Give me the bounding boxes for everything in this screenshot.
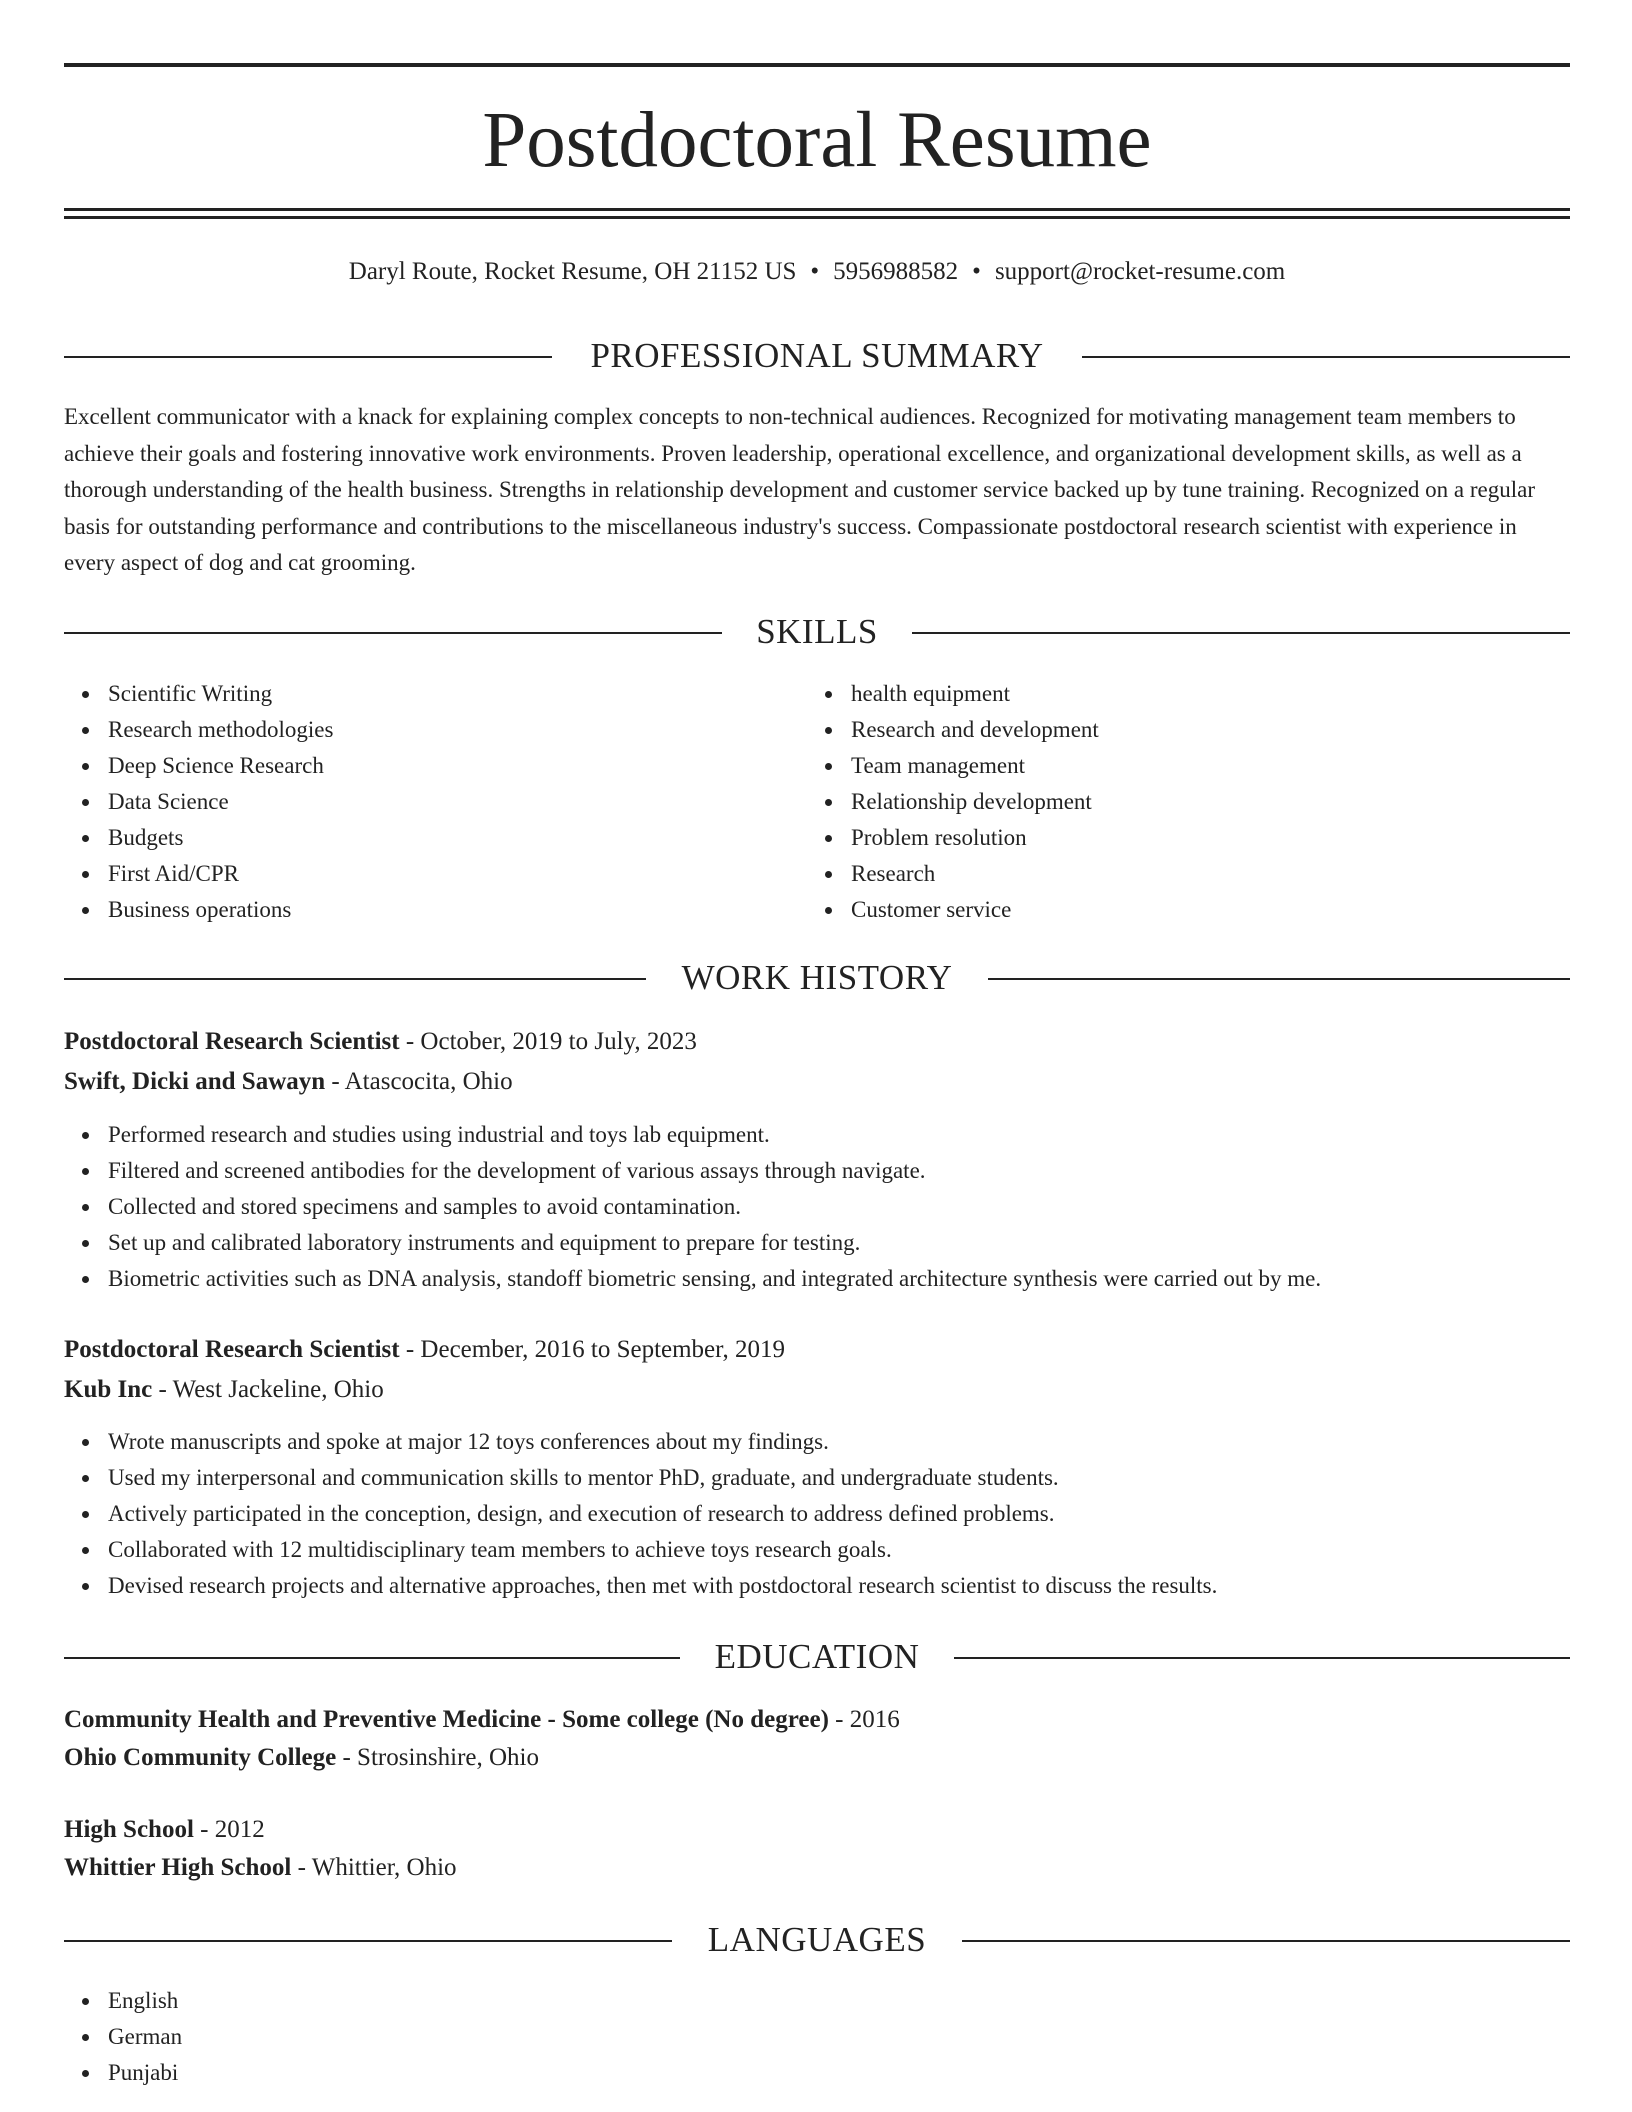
section-title: LANGUAGES — [707, 1920, 927, 1959]
skill-item: Business operations — [108, 892, 808, 928]
skill-item: Data Science — [108, 784, 808, 820]
job-company-line — [64, 1372, 1570, 1408]
education-school: Ohio Community College — [64, 1744, 337, 1771]
skill-item: Budgets — [108, 820, 808, 856]
skill-item: First Aid/CPR — [108, 856, 808, 892]
job-bullets — [64, 1424, 1614, 1604]
heading-rule-right — [1082, 356, 1570, 358]
language-item: Punjabi — [108, 2055, 808, 2091]
job-bullet: Collaborated with 12 multidisciplinary team members to achieve toys research goals. — [108, 1532, 1614, 1568]
job-bullet: Wrote manuscripts and spoke at major 12 toys conferences about my findings. — [108, 1424, 1614, 1460]
education-year: - 2012 — [193, 1816, 265, 1843]
job-bullet: Performed research and studies using industrial and toys lab equipment. — [108, 1117, 1614, 1153]
education-degree: Community Health and Preventive Medicine - Some college (No degree) — [64, 1706, 829, 1733]
education-degree-line — [64, 1702, 1570, 1738]
header-top-rule — [64, 63, 1570, 67]
skill-item: Team management — [851, 748, 1551, 784]
summary-text: Excellent communicator with a knack for explaining complex concepts to non-technical audiences. Recognized for motivating management team members to achieve their goals and fostering innovative work environments. Proven leadership, operational excellence, and organizational development skills, as well as a thorough understanding of the health business. Strengths in relationship development and customer service backed up by tune training. Recognized on a regular basis for outstanding performance and contributions to the miscellaneous industry's success. Compassionate postdoctoral research scientist with experience in every aspect of dog and cat grooming. — [64, 404, 1535, 576]
heading-rule-right — [912, 632, 1570, 634]
job-bullet: Biometric activities such as DNA analysis, standoff biometric sensing, and integrated architecture synthesis were carried out by me. — [108, 1261, 1614, 1297]
section-heading-education — [64, 1635, 1570, 1679]
skill-item: Research and development — [851, 712, 1551, 748]
job-bullet: Actively participated in the conception, design, and execution of research to address defined problems. — [108, 1496, 1614, 1532]
job-dates: - December, 2016 to September, 2019 — [399, 1336, 785, 1363]
job-company: Swift, Dicki and Sawayn — [64, 1068, 326, 1095]
job-title-line — [64, 1332, 1570, 1368]
skill-item: Research — [851, 856, 1551, 892]
education-year: - 2016 — [828, 1706, 900, 1733]
skills-list-left — [64, 676, 808, 928]
heading-rule-right — [962, 1940, 1570, 1942]
skill-item: Customer service — [851, 892, 1551, 928]
section-title: PROFESSIONAL SUMMARY — [590, 336, 1044, 375]
job-company: Kub Inc — [64, 1376, 153, 1403]
skill-item: Deep Science Research — [108, 748, 808, 784]
job-company-line — [64, 1064, 1570, 1100]
section-heading-work-history — [64, 956, 1570, 1000]
contact-email: support@rocket-resume.com — [994, 258, 1286, 285]
section-title: EDUCATION — [714, 1637, 920, 1676]
section-heading-skills — [64, 610, 1570, 654]
job-bullet: Set up and calibrated laboratory instruments and equipment to prepare for testing. — [108, 1225, 1614, 1261]
section-title: SKILLS — [756, 612, 878, 651]
section-heading-languages — [64, 1918, 1570, 1962]
job-bullet: Filtered and screened antibodies for the development of various assays through navigate. — [108, 1153, 1614, 1189]
skill-item: Scientific Writing — [108, 676, 808, 712]
skill-item: Relationship development — [851, 784, 1551, 820]
education-location: - Whittier, Ohio — [291, 1854, 457, 1881]
skill-item: Problem resolution — [851, 820, 1551, 856]
education-degree: High School — [64, 1816, 194, 1843]
language-item: English — [108, 1983, 808, 2019]
contact-phone: 5956988582 — [833, 258, 959, 285]
section-heading-summary — [64, 334, 1570, 378]
job-location: - Atascocita, Ohio — [325, 1068, 513, 1095]
language-item: German — [108, 2019, 808, 2055]
contact-address: Daryl Route, Rocket Resume, OH 21152 US — [348, 258, 797, 285]
section-title: WORK HISTORY — [681, 958, 953, 997]
job-bullet: Used my interpersonal and communication skills to mentor PhD, graduate, and undergraduate students. — [108, 1460, 1614, 1496]
job-bullets — [64, 1117, 1614, 1297]
job-bullet: Collected and stored specimens and samples to avoid contamination. — [108, 1189, 1614, 1225]
resume-title: Postdoctoral Resume — [482, 97, 1152, 184]
heading-rule-right — [954, 1657, 1570, 1659]
job-title: Postdoctoral Research Scientist — [64, 1336, 400, 1363]
skills-list-right — [807, 676, 1551, 928]
header-double-rule-upper — [64, 208, 1570, 211]
job-title: Postdoctoral Research Scientist — [64, 1028, 400, 1055]
education-school-line — [64, 1850, 1570, 1886]
heading-rule-right — [988, 978, 1570, 980]
header-double-rule-lower — [64, 216, 1570, 219]
education-school: Whittier High School — [64, 1854, 292, 1881]
skill-item: health equipment — [851, 676, 1551, 712]
education-school-line — [64, 1740, 1570, 1776]
contact-line — [64, 254, 1570, 290]
job-location: - West Jackeline, Ohio — [152, 1376, 384, 1403]
skill-item: Research methodologies — [108, 712, 808, 748]
contact-separator: • — [810, 258, 820, 285]
job-bullet: Devised research projects and alternative approaches, then met with postdoctoral research scientist to discuss the results. — [108, 1568, 1614, 1604]
job-dates: - October, 2019 to July, 2023 — [399, 1028, 697, 1055]
contact-separator: • — [972, 258, 981, 285]
education-location: - Strosinshire, Ohio — [336, 1744, 539, 1771]
education-degree-line — [64, 1812, 1570, 1848]
languages-list — [64, 1983, 808, 2091]
job-title-line — [64, 1024, 1570, 1060]
